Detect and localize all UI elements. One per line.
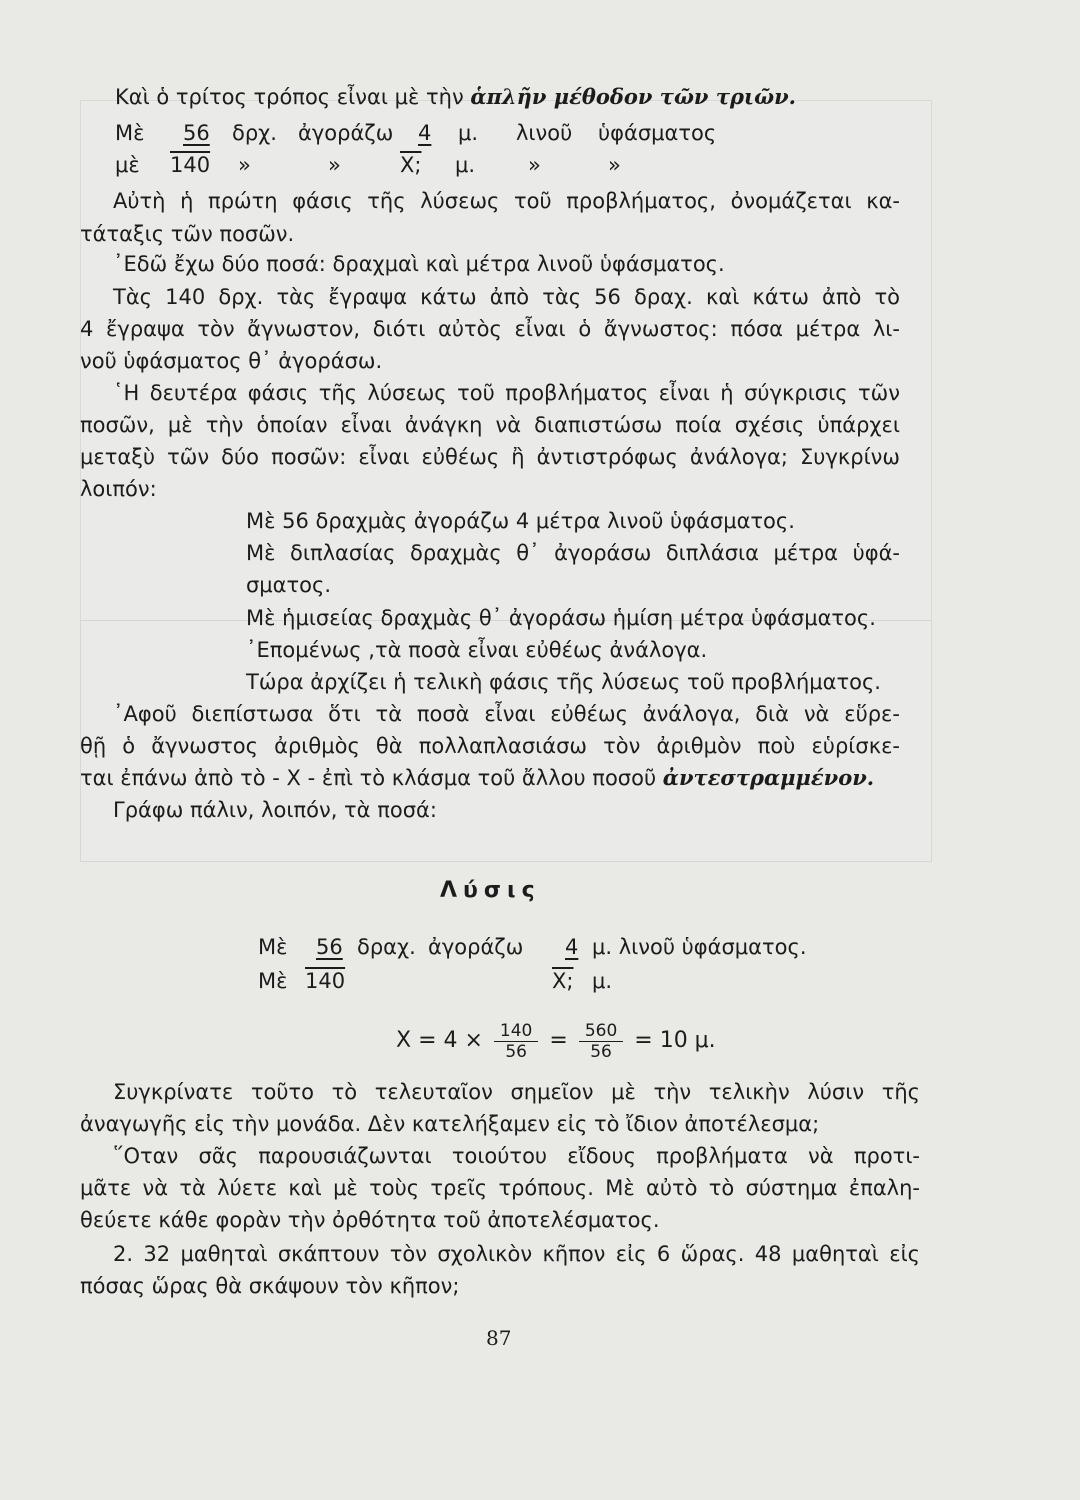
phase1-line-3: ᾿Εδῶ ἔχω δύο ποσά: δραχμαὶ καὶ μέτρα λινοῦ ὑφάσματος. (113, 252, 725, 276)
setup-r1-c5: 4 (418, 121, 432, 145)
closing-line-1: Συγκρίνατε τοῦτο τὸ τελευταῖον σημεῖον μὲ τὴν τελικὴν λύσιν τῆς (113, 1080, 920, 1104)
formula-result: = 10 μ. (634, 1028, 716, 1053)
page-number: 87 (486, 1326, 512, 1350)
solution-r1-e: 4 (565, 935, 579, 959)
fraction-140-56 (494, 1021, 538, 1062)
setup-r1-c6: μ. (458, 121, 479, 145)
comparison-line-2b: σματος. (246, 573, 332, 597)
setup-r2-c2: 140 (170, 153, 211, 177)
phase3-line-2: θῇ ὁ ἄγνωστος ἀριθμὸς θὰ πολλαπλασιάσω τὸν ἀριθμὸν ποὺ εὑρίσκε- (80, 734, 900, 758)
phase2-line-4: λοιπόν: (80, 477, 157, 501)
solution-formula (396, 1012, 716, 1070)
comparison-line-2a: Μὲ διπλασίας δραχμὰς θ᾿ ἀγοράσω διπλάσια μέτρα ὑφά- (246, 541, 900, 565)
setup-r2-c4: » (328, 153, 341, 177)
phase1-line-5: 4 ἔγραψα τὸν ἄγνωστον, διότι αὐτὸς εἶναι ὁ ἄγνωστος: πόσα μέτρα λι- (80, 317, 900, 341)
phase1-line-1: Αὐτὴ ἡ πρώτη φάσις τῆς λύσεως τοῦ προβλήματος, ὀνομάζεται κα- (113, 189, 900, 213)
solution-title: Λύσις (440, 878, 541, 903)
phase3-line-3 (80, 763, 874, 793)
comparison-line-1: Μὲ 56 δραχμὰς ἀγοράζω 4 μέτρα λινοῦ ὑφάσματος. (246, 509, 795, 533)
phase2-line-3: μεταξὺ τῶν δύο ποσῶν: εἶναι εὐθέως ἢ ἀντιστρόφως ἀνάλογα; Συγκρίνω (80, 445, 900, 469)
closing-line-5: θεύετε κάθε φορὰν τὴν ὀρθότητα τοῦ ἀποτελέσματος. (80, 1208, 660, 1232)
comparison-line-4: ᾿Επομένως ,τὰ ποσὰ εἶναι εὐθέως ἀνάλογα. (246, 638, 708, 662)
setup-r1-c7: λινοῦ (516, 121, 573, 145)
setup-r1-c1: Μὲ (115, 121, 145, 145)
setup-r2-c3: » (238, 153, 251, 177)
solution-r1-f: μ. λινοῦ ὑφάσματος. (592, 935, 807, 959)
setup-r2-c7: » (528, 153, 541, 177)
solution-r2-a: Μὲ (258, 969, 288, 993)
solution-r1-d: ἀγοράζω (428, 935, 524, 959)
phase3-line-4: Γράφω πάλιν, λοιπόν, τὰ ποσά: (113, 798, 437, 822)
phase2-line-2: ποσῶν, μὲ τὴν ὁποίαν εἶναι ἀνάγκη νὰ διαπιστώσω ποία σχέσις ὑπάρχει (80, 413, 900, 437)
formula-equals: = (549, 1028, 568, 1053)
setup-r2-c5: Χ; (400, 153, 422, 177)
comparison-line-5: Τώρα ἀρχίζει ἡ τελικὴ φάσις τῆς λύσεως τοῦ προβλήματος. (246, 670, 881, 694)
problem-2-line-1: 2. 32 μαθηταὶ σκάπτουν τὸν σχολικὸν κῆπον εἰς 6 ὥρας. 48 μαθηταὶ εἰς (113, 1242, 920, 1266)
fraction-560-56 (579, 1021, 623, 1062)
fraction-2-numerator: 560 (579, 1021, 623, 1042)
phase3-emphasis: ἀντεστραμμένον. (662, 765, 875, 790)
solution-r2-e: Χ; (552, 969, 574, 993)
fraction-1-numerator: 140 (494, 1021, 538, 1042)
setup-r1-c4: ἀγοράζω (298, 121, 394, 145)
setup-r2-c6: μ. (455, 153, 476, 177)
solution-r2-f: μ. (592, 969, 613, 993)
solution-r1-c: δραχ. (357, 935, 416, 959)
phase1-line-6: νοῦ ὑφάσματος θ᾿ ἀγοράσω. (80, 349, 383, 373)
fraction-1-denominator: 56 (505, 1041, 527, 1062)
formula-lhs: Χ = 4 × (396, 1028, 483, 1053)
solution-r2-b: 140 (305, 969, 346, 993)
closing-line-3: ῞Οταν σᾶς παρουσιάζωνται τοιούτου εἴδους προβλήματα νὰ προτι- (113, 1144, 920, 1168)
setup-r2-c1: μὲ (115, 153, 140, 177)
phase3-line-1: ᾿Αφοῦ διεπίστωσα ὅτι τὰ ποσὰ εἶναι εὐθέως ἀνάλογα, διὰ νὰ εὕρε- (113, 702, 900, 726)
setup-r1-c8: ὑφάσματος (598, 121, 717, 145)
problem-2-line-2: πόσας ὥρας θὰ σκάψουν τὸν κῆπον; (80, 1274, 460, 1298)
phase1-line-4: Τὰς 140 δρχ. τὰς ἔγραψα κάτω ἀπὸ τὰς 56 δραχ. καὶ κάτω ἀπὸ τὸ (113, 285, 900, 309)
solution-r1-a: Μὲ (258, 935, 288, 959)
intro-line (115, 82, 796, 112)
fraction-2-denominator: 56 (590, 1041, 612, 1062)
intro-emphasis: ἁπλῆν μέθοδον τῶν τριῶν. (470, 84, 796, 109)
phase1-line-2: τάταξις τῶν ποσῶν. (80, 222, 295, 246)
comparison-line-3: Μὲ ἡμισείας δραχμὰς θ᾿ ἀγοράσω ἡμίση μέτρα ὑφάσματος. (246, 606, 876, 630)
phase2-line-1: ῾Η δευτέρα φάσις τῆς λύσεως τοῦ προβλήματος εἶναι ἡ σύγκρισις τῶν (113, 381, 900, 405)
closing-line-4: μᾶτε νὰ τὰ λύετε καὶ μὲ τοὺς τρεῖς τρόπους. Μὲ αὐτὸ τὸ σύστημα ἐπαλη- (80, 1176, 920, 1200)
intro-text: Καὶ ὁ τρίτος τρόπος εἶναι μὲ τὴν (115, 85, 471, 109)
setup-r1-c2: 56 (183, 121, 210, 145)
closing-line-2: ἀναγωγῆς εἰς τὴν μονάδα. Δὲν κατελήξαμεν εἰς τὸ ἴδιον ἀποτέλεσμα; (80, 1112, 820, 1136)
setup-r1-c3: δρχ. (232, 121, 277, 145)
solution-r1-b: 56 (316, 935, 343, 959)
setup-r2-c8: » (608, 153, 621, 177)
phase3-text: ται ἐπάνω ἀπὸ τὸ - Χ - ἐπὶ τὸ κλάσμα τοῦ ἄλλου ποσοῦ (80, 766, 663, 790)
